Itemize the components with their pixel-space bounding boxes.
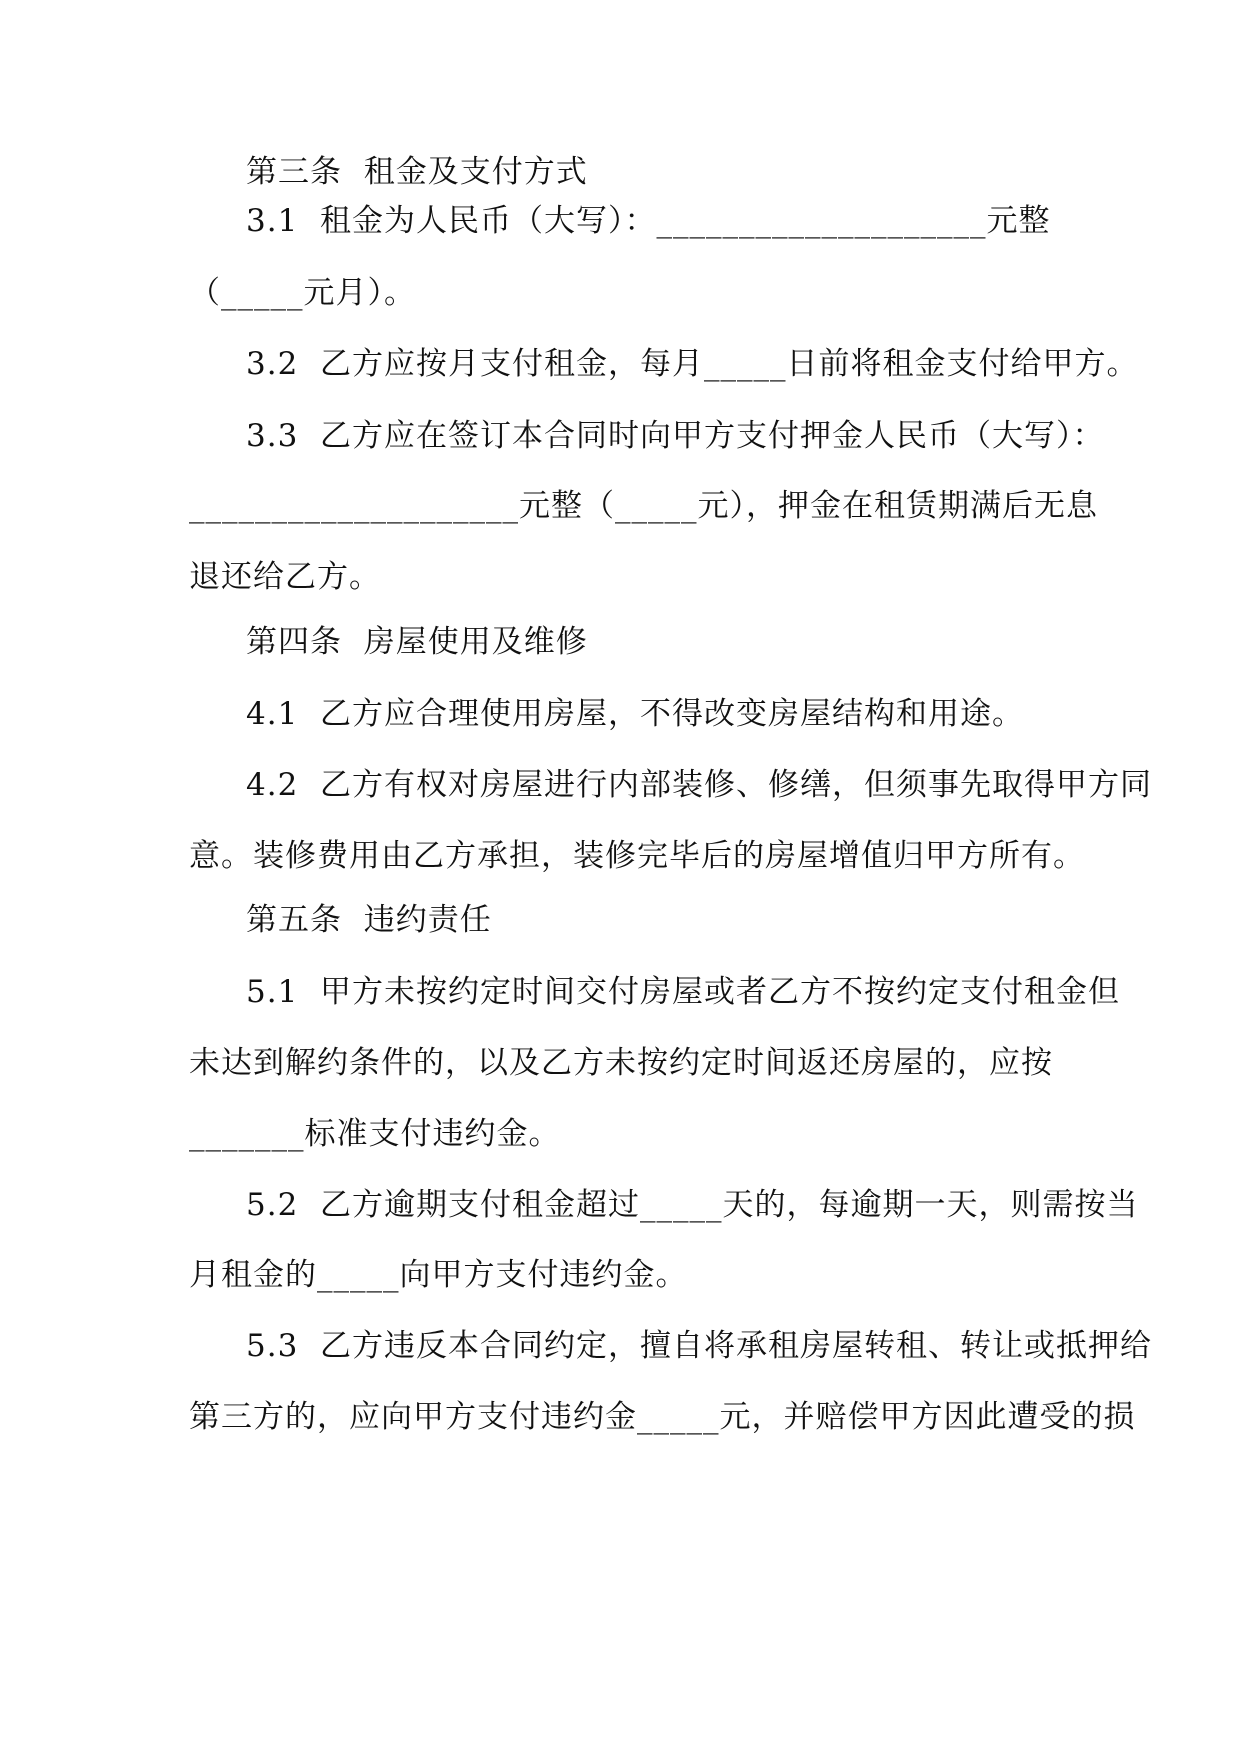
clause-5-1-end: _______标准支付违约金。 xyxy=(189,1116,561,1152)
section-heading-4: 第四条 房屋使用及维修 xyxy=(246,624,588,660)
clause-3-1-continued: （_____元月）。 xyxy=(189,275,416,311)
clause-4-2-continued: 意。装修费用由乙方承担，装修完毕后的房屋增值归甲方所有。 xyxy=(189,838,1085,874)
clause-5-1: 5.1 甲方未按约定时间交付房屋或者乙方不按约定支付租金但 xyxy=(246,974,1121,1010)
clause-5-2-continued: 月租金的_____向甲方支付违约金。 xyxy=(189,1257,688,1293)
clause-5-1-continued: 未达到解约条件的，以及乙方未按约定时间返还房屋的，应按 xyxy=(189,1045,1053,1081)
clause-5-3-continued: 第三方的，应向甲方支付违约金_____元，并赔偿甲方因此遭受的损 xyxy=(189,1399,1136,1435)
clause-5-2: 5.2 乙方逾期支付租金超过_____天的，每逾期一天，则需按当 xyxy=(246,1187,1139,1223)
clause-3-3-end: 退还给乙方。 xyxy=(189,559,381,595)
clause-4-1: 4.1 乙方应合理使用房屋，不得改变房屋结构和用途。 xyxy=(246,696,1025,732)
clause-5-3: 5.3 乙方违反本合同约定，擅自将承租房屋转租、转让或抵押给 xyxy=(246,1328,1153,1364)
clause-3-1: 3.1 租金为人民币（大写）：____________________元整 xyxy=(246,203,1051,239)
section-heading-3: 第三条 租金及支付方式 xyxy=(246,154,588,190)
clause-3-2: 3.2 乙方应按月支付租金，每月_____日前将租金支付给甲方。 xyxy=(246,346,1139,382)
clause-4-2: 4.2 乙方有权对房屋进行内部装修、修缮，但须事先取得甲方同 xyxy=(246,767,1153,803)
section-heading-5: 第五条 违约责任 xyxy=(246,902,492,938)
clause-3-3-continued: ____________________元整（_____元），押金在租赁期满后无息 xyxy=(189,488,1098,524)
clause-3-3: 3.3 乙方应在签订本合同时向甲方支付押金人民币（大写）： xyxy=(246,418,1105,454)
